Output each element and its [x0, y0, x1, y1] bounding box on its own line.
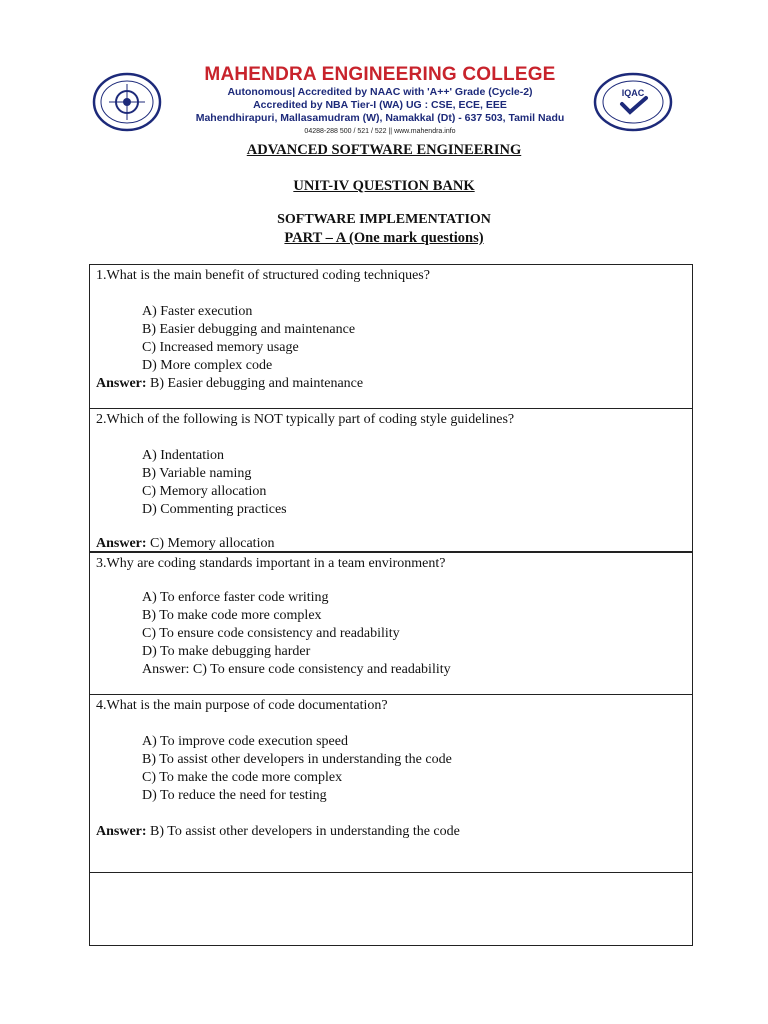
college-contact: 04288-288 500 / 521 / 522 || www.mahendra.info — [304, 128, 456, 135]
unit-title: UNIT-IV QUESTION BANK — [293, 178, 475, 194]
option-a: A) Faster execution — [142, 304, 253, 319]
accreditation-naac: Autonomous| Accredited by NAAC with 'A++' Grade (Cycle-2) — [227, 86, 533, 98]
option-a: A) To improve code execution speed — [142, 734, 348, 749]
option-b: B) Variable naming — [142, 466, 252, 481]
question-cell-3 — [90, 553, 692, 695]
question-cell-2 — [90, 409, 692, 553]
option-c: C) Memory allocation — [142, 484, 267, 499]
option-b: B) Easier debugging and maintenance — [142, 322, 356, 337]
option-c: C) Increased memory usage — [142, 340, 299, 355]
college-emblem-icon — [92, 72, 162, 132]
option-d: D) To reduce the need for testing — [142, 788, 327, 803]
question-text: 2.Which of the following is NOT typically part of coding style guidelines? — [96, 412, 515, 427]
answer-text: B) Easier debugging and maintenance — [150, 376, 364, 391]
answer-label: Answer: — [96, 536, 147, 551]
iqac-seal-icon — [592, 72, 674, 132]
answer-label: Answer: — [96, 824, 147, 839]
question-text: 3.Why are coding standards important in a team environment? — [96, 556, 446, 571]
answer-text: B) To assist other developers in understanding the code — [150, 824, 460, 839]
accreditation-nba: Accredited by NBA Tier-I (WA) UG : CSE, ECE, EEE — [253, 99, 507, 111]
option-d: D) To make debugging harder — [142, 644, 311, 659]
option-a: A) To enforce faster code writing — [142, 590, 329, 605]
topic-title: SOFTWARE IMPLEMENTATION — [277, 212, 491, 227]
question-table — [89, 264, 693, 946]
answer-label: Answer: — [96, 376, 147, 391]
question-text: 4.What is the main purpose of code documentation? — [96, 698, 388, 713]
question-cell-4 — [90, 695, 692, 873]
option-c: C) To ensure code consistency and readability — [142, 626, 400, 641]
answer — [96, 535, 274, 553]
question-text: 1.What is the main benefit of structured coding techniques? — [96, 268, 430, 283]
question-cell-1 — [90, 265, 692, 409]
college-address: Mahendhirapuri, Mallasamudram (W), Namakkal (Dt) - 637 503, Tamil Nadu — [195, 112, 565, 124]
answer — [96, 823, 460, 841]
option-b: B) To assist other developers in understanding the code — [142, 752, 452, 767]
college-info — [170, 64, 590, 137]
option-c: C) To make the code more complex — [142, 770, 343, 785]
letterhead — [0, 0, 768, 140]
college-name: MAHENDRA ENGINEERING COLLEGE — [204, 64, 556, 85]
answer — [96, 375, 363, 393]
answer: Answer: C) To ensure code consistency and readability — [142, 662, 451, 677]
option-b: B) To make code more complex — [142, 608, 322, 623]
answer-text: C) Memory allocation — [150, 536, 275, 551]
part-title: PART – A (One mark questions) — [284, 230, 484, 246]
option-d: D) Commenting practices — [142, 502, 287, 517]
iqac-label: IQAC — [621, 88, 645, 98]
option-a: A) Indentation — [142, 448, 225, 463]
option-d: D) More complex code — [142, 358, 273, 373]
subject-title: ADVANCED SOFTWARE ENGINEERING — [246, 142, 522, 158]
empty-cell — [90, 873, 692, 945]
